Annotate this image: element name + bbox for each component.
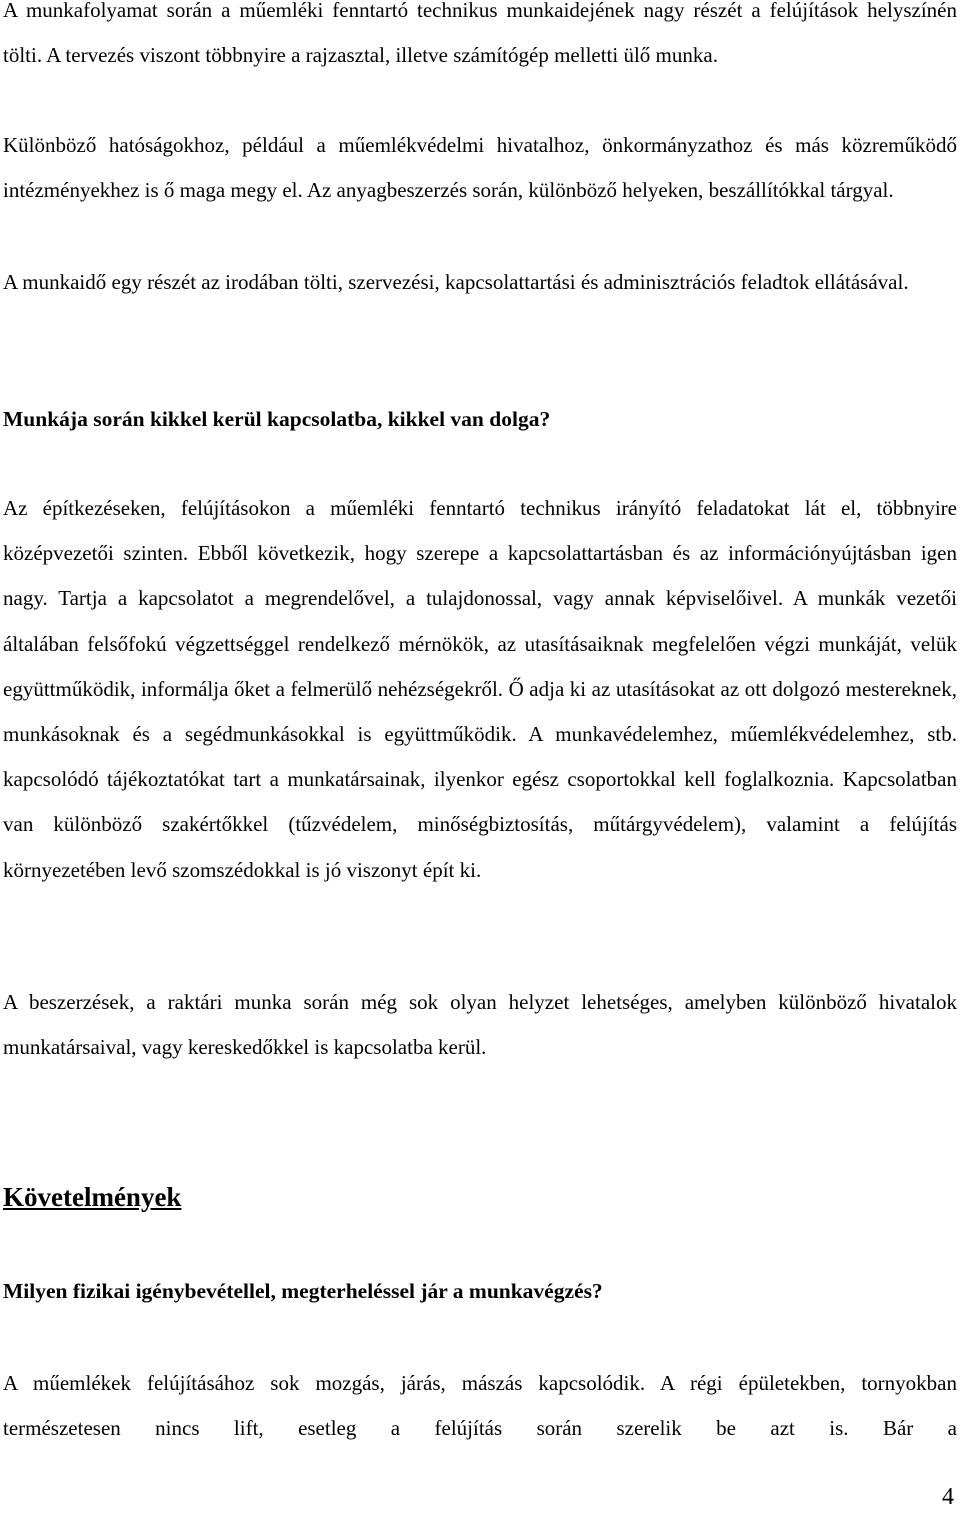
paragraph-authorities: Különböző hatóságokhoz, például a műemlékvédelmi hivatalhoz, önkormányzathoz és más közreműködő intézményekhez is ő maga megy el. Az anyagbeszerzés során, különböző helyeken, beszállítókkal tárgyal. bbox=[3, 133, 957, 203]
page-number: 4 bbox=[942, 1484, 954, 1510]
paragraph-contacts: Az építkezéseken, felújításokon a műemléki fenntartó technikus irányító feladatokat lát el, többnyire középvezetői szinten. Ebből következik, hogy szerepe a kapcsolattartásban és az információnyújtásban igen nagy. Tartja a kapcsolatot a megrendelővel, a tulajdonossal, vagy annak képviselőivel. A munkák vezetői általában felsőfokú végzettséggel rendelkező mérnökök, az utasításaiknak megfelelően végzi munkáját, velük együttműködik, informálja őket a felmerülő nehézségekről. Ő adja ki az utasításokat az ott dolgozó mestereknek, munkásoknak és a segédmunkásokkal is együttműködik. A munkavédelemhez, műemlékvédelemhez, stb. kapcsolódó tájékoztatókat tart a munkatársainak, ilyenkor egész csoportokkal kell foglalkoznia. Kapcsolatban van különböző szakértőkkel (tűzvédelem, minőségbiztosítás, műtárgyvédelem), valamint a felújítás környezetében levő szomszédokkal is jó viszonyt épít ki. bbox=[3, 496, 957, 882]
question-heading-contacts: Munkája során kikkel kerül kapcsolatba, kikkel van dolga? bbox=[3, 407, 551, 431]
paragraph-workplace: A munkafolyamat során a műemléki fenntartó technikus munkaidejének nagy részét a felújítások helyszínén tölti. A tervezés viszont többnyire a rajzasztal, illetve számítógép melletti ülő munka. bbox=[3, 0, 957, 68]
section-title-requirements: Követelmények bbox=[3, 1182, 182, 1212]
paragraph-procurement: A beszerzések, a raktári munka során még sok olyan helyzet lehetséges, amelyben különböző hivatalok munkatársaival, vagy kereskedőkkel is kapcsolatba kerül. bbox=[3, 990, 957, 1060]
paragraph-office-time: A munkaidő egy részét az irodában tölti, szervezési, kapcsolattartási és adminisztrációs feladtok ellátásával. bbox=[3, 270, 909, 294]
paragraph-physical: A műemlékek felújításához sok mozgás, járás, mászás kapcsolódik. A régi épületekben, tornyokban természetesen nincs lift, esetleg a felújítás során szerelik be azt is. Bár a bbox=[3, 1371, 957, 1441]
question-heading-physical: Milyen fizikai igénybevétellel, megterheléssel jár a munkavégzés? bbox=[3, 1279, 603, 1303]
